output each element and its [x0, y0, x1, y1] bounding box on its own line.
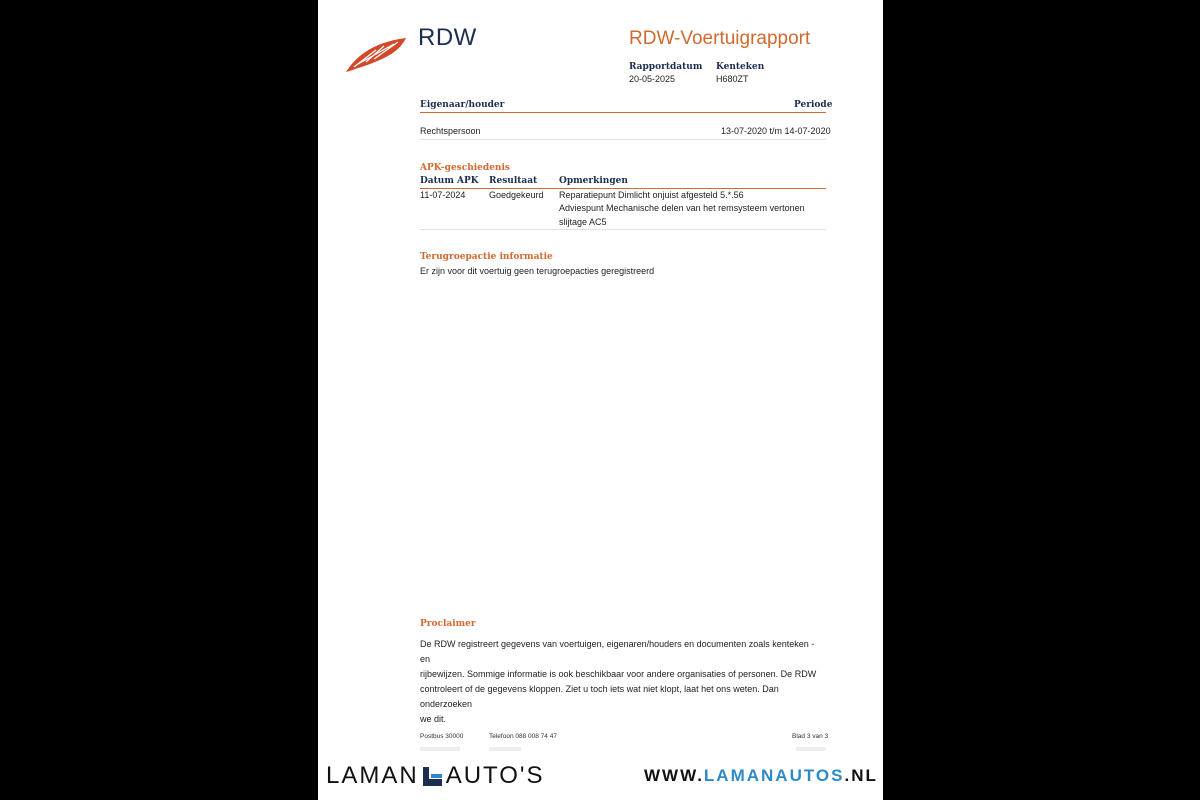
report-page	[318, 0, 883, 800]
brand-name: RDW	[418, 24, 477, 51]
report-title: RDW-Voertuigrapport	[629, 28, 811, 49]
dealer-website-url	[644, 766, 878, 786]
apk-row-remark: Reparatiepunt Dimlicht onjuist afgesteld 5.*.56	[559, 190, 744, 200]
url-name: LAMANAUTOS	[703, 766, 845, 785]
footer-telefoon: Telefoon 088 008 74 47	[489, 733, 557, 740]
owner-column-header: Eigenaar/houder	[420, 100, 505, 110]
apk-row-date: 11-07-2024	[420, 190, 466, 200]
apk-row-remark: slijtage AC5	[559, 217, 607, 227]
period-column-header: Periode	[794, 100, 833, 110]
report-date-label: Rapportdatum	[629, 62, 703, 72]
owner-value: Rechtspersoon	[420, 126, 481, 136]
apk-section-title: APK-geschiedenis	[420, 163, 510, 173]
apk-header-divider	[420, 188, 826, 189]
proclaimer-line: rijbewijzen. Sommige informatie is ook beschikbaar voor andere organisaties of personen. De RDW	[420, 669, 817, 679]
laman-l-mark-icon	[423, 767, 442, 786]
proclaimer-text	[420, 637, 826, 727]
footer-cut-text	[489, 747, 521, 751]
proclaimer-line: controleert of de gegevens kloppen. Ziet u toch iets wat niet klopt, laat het ons weten. Dan onderzoeken	[420, 684, 779, 709]
logo-text-right: AUTO'S	[445, 762, 545, 789]
apk-column-result: Resultaat	[489, 176, 538, 186]
apk-row-divider	[420, 229, 826, 230]
recall-text: Er zijn voor dit voertuig geen terugroepacties geregistreerd	[420, 266, 655, 276]
footer-postbus: Postbus 30000	[420, 733, 464, 740]
footer-cut-text	[796, 747, 826, 751]
owner-row-divider	[420, 139, 826, 140]
url-suffix: .NL	[844, 766, 878, 785]
apk-column-remarks: Opmerkingen	[559, 176, 628, 186]
plate-value: H680ZT	[716, 74, 749, 84]
apk-column-date: Datum APK	[420, 176, 479, 186]
report-date-value: 20-05-2025	[629, 74, 676, 84]
rdw-leaf-logo-icon	[344, 34, 412, 74]
footer-page-number: Blad 3 van 3	[792, 733, 829, 740]
plate-label: Kenteken	[716, 62, 765, 72]
url-prefix: WWW.	[644, 766, 704, 785]
proclaimer-title: Proclaimer	[420, 619, 476, 629]
laman-autos-logo	[326, 762, 545, 790]
period-value: 13-07-2020 t/m 14-07-2020	[721, 126, 831, 136]
proclaimer-line: we dit.	[420, 714, 447, 724]
proclaimer-line: De RDW registreert gegevens van voertuigen, eigenaren/houders en documenten zoals kenteken - en	[420, 639, 815, 664]
apk-row-remark: Adviespunt Mechanische delen van het remsysteem vertonen	[559, 203, 805, 213]
dealer-branding-band	[318, 752, 883, 800]
apk-row-result: Goedgekeurd	[489, 190, 544, 200]
owner-header-divider	[420, 112, 826, 113]
logo-text-left: LAMAN	[326, 762, 419, 789]
recall-section-title: Terugroepactie informatie	[420, 252, 553, 262]
footer-cut-text	[420, 747, 460, 751]
